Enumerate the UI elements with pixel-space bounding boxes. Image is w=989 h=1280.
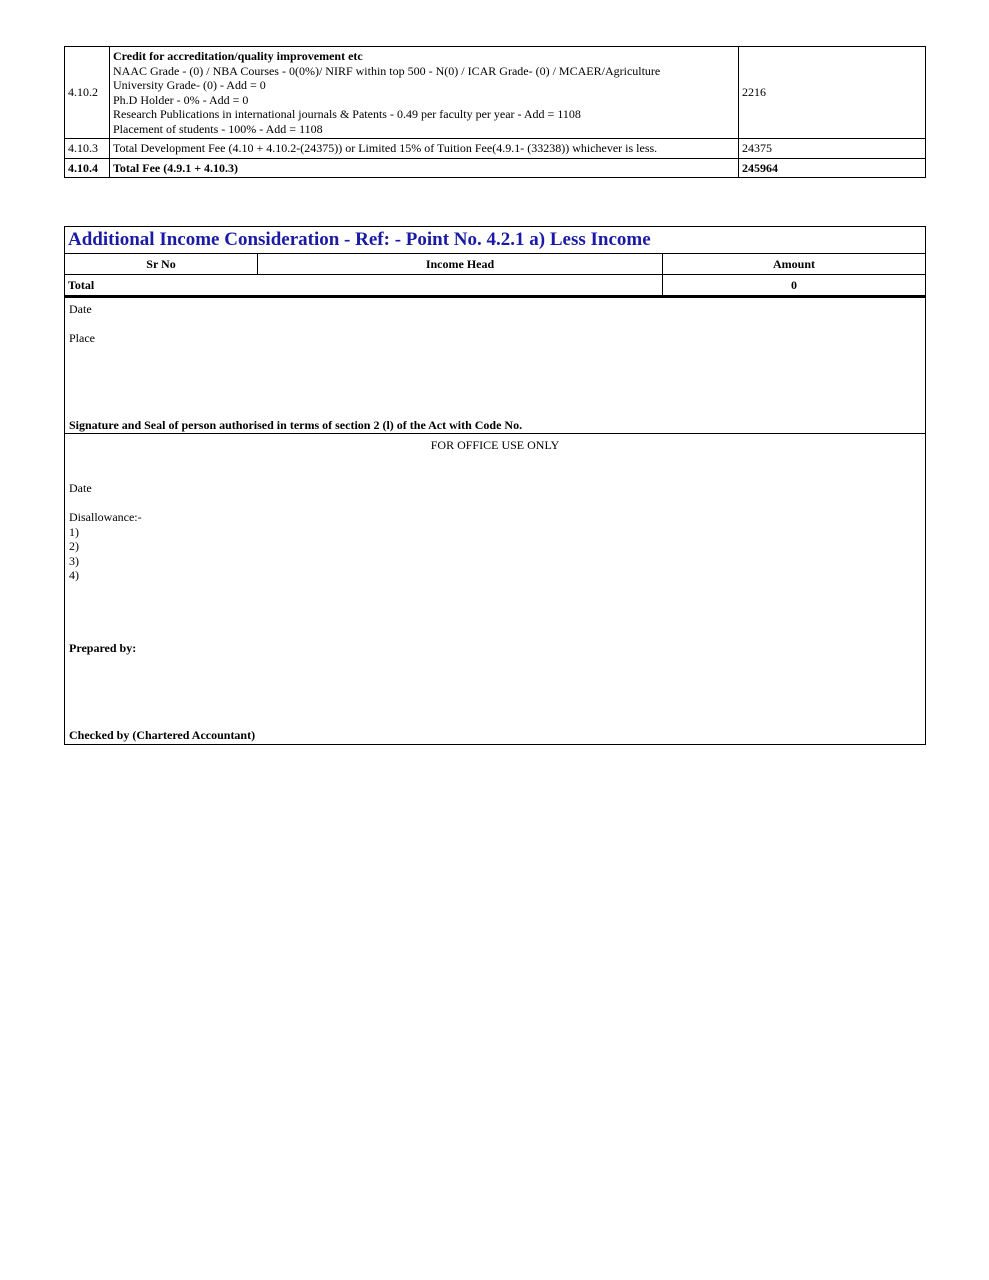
signature-seal-text: Signature and Seal of person authorised in terms of section 2 (l) of the Act with Code No. (69, 418, 523, 432)
row-amount: 24375 (739, 139, 926, 159)
table-header-row (65, 254, 926, 275)
fee-table (64, 46, 926, 178)
section-title: Additional Income Consideration - Ref: - Point No. 4.2.1 a) Less Income (65, 227, 926, 254)
row-line: Ph.D Holder - 0% - Add = 0 (113, 92, 249, 107)
header-income-head: Income Head (258, 254, 663, 275)
row-number: 4.10.4 (65, 158, 110, 178)
checked-by-label: Checked by (Chartered Accountant) (69, 728, 256, 742)
row-line: NAAC Grade - (0) / NBA Courses - 0(0%)/ NIRF within top 500 - N(0) / ICAR Grade- (0) / MCAER/Agriculture (113, 63, 661, 78)
total-row (65, 275, 926, 296)
disallowance-label: Disallowance:- (69, 510, 142, 524)
row-number: 4.10.2 (65, 47, 110, 139)
disallowance-item: 2) (69, 539, 79, 553)
disallowance-item: 4) (69, 568, 79, 582)
office-use-heading: FOR OFFICE USE ONLY (430, 438, 560, 452)
total-value: 0 (663, 275, 926, 296)
additional-income-table (64, 226, 926, 296)
place-label: Place (69, 331, 95, 345)
row-line: University Grade- (0) - Add = 0 (113, 78, 266, 92)
row-amount: 2216 (739, 47, 926, 139)
office-use-section (64, 433, 926, 745)
prepared-by-label: Prepared by: (69, 641, 137, 655)
table-row (65, 158, 926, 178)
table-row (65, 47, 926, 139)
row-line: Research Publications in international journals & Patents - 0.49 per faculty per year - Add = 1108 (113, 107, 581, 121)
signature-section (64, 296, 926, 434)
table-title-row (65, 227, 926, 254)
row-number: 4.10.3 (65, 139, 110, 159)
row-title: Credit for accreditation/quality improvement etc (113, 49, 363, 63)
office-date-label: Date (69, 481, 92, 495)
table-row (65, 139, 926, 159)
header-sr-no: Sr No (65, 254, 258, 275)
row-amount: 245964 (739, 158, 926, 178)
disallowance-item: 1) (69, 525, 79, 539)
row-description: Total Fee (4.9.1 + 4.10.3) (110, 158, 739, 178)
date-label: Date (69, 302, 92, 316)
header-amount: Amount (663, 254, 926, 275)
total-label: Total (65, 275, 663, 296)
row-line: Placement of students - 100% - Add = 1108 (113, 121, 323, 136)
row-description (110, 47, 739, 139)
disallowance-item: 3) (69, 554, 79, 568)
row-description: Total Development Fee (4.10 + 4.10.2-(24375)) or Limited 15% of Tuition Fee(4.9.1- (33238)) whichever is less. (110, 139, 739, 159)
